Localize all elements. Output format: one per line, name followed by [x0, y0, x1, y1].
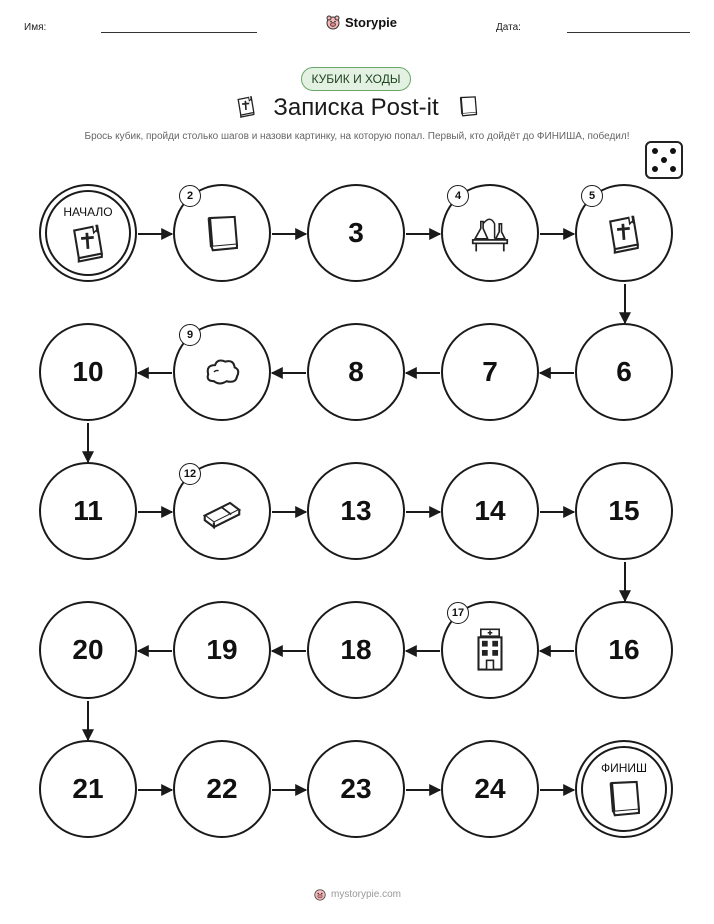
cell-number-badge: 17 [447, 602, 469, 624]
board-cell-15 [575, 462, 673, 560]
game-type-badge: КУБИК И ХОДЫ [301, 67, 411, 91]
cell-number: 23 [340, 773, 372, 804]
pig-mascot-icon [313, 887, 327, 901]
bible-icon [601, 210, 647, 256]
cell-number: 13 [340, 495, 372, 526]
cell-number-badge: 9 [179, 324, 201, 346]
board-cell-2 [173, 184, 271, 282]
board-cell-8 [307, 323, 405, 421]
board-cell-22 [173, 740, 271, 838]
cell-number-badge: 12 [179, 463, 201, 485]
board-cell-25 [575, 740, 673, 838]
cell-number: 21 [72, 773, 104, 804]
cell-number: 7 [482, 356, 498, 387]
cell-number: 8 [348, 356, 364, 387]
board-cell-12 [173, 462, 271, 560]
board-cell-9 [173, 323, 271, 421]
board-cell-16 [575, 601, 673, 699]
board-cell-13 [307, 462, 405, 560]
finish-label: ФИНИШ [600, 761, 648, 775]
bible-icon [65, 219, 111, 265]
cell-number: 6 [616, 356, 632, 387]
board-cell-7 [441, 323, 539, 421]
puddle-icon [199, 349, 245, 395]
cell-number-badge: 2 [179, 185, 201, 207]
cell-number-badge: 4 [447, 185, 469, 207]
board-cell-5 [575, 184, 673, 282]
post-it-note-icon [199, 210, 245, 256]
title-text: Записка Post-it [273, 94, 439, 121]
footer [0, 887, 714, 901]
board-cell-1 [39, 184, 137, 282]
board-cell-4 [441, 184, 539, 282]
cell-number: 10 [72, 356, 104, 387]
date-label: Дата: [496, 22, 521, 33]
cell-number: 20 [72, 634, 104, 665]
cell-number: 19 [206, 634, 238, 665]
instructions: Брось кубик, пройди столько шагов и назови картинку, на которую попал. Первый, кто дойдёт до ФИНИША, победил! [84, 131, 630, 142]
board-cell-6 [575, 323, 673, 421]
cell-number: 11 [73, 495, 103, 526]
board-cell-18 [307, 601, 405, 699]
cell-number: 3 [348, 217, 364, 248]
board-cell-19 [173, 601, 271, 699]
name-label: Имя: [24, 22, 47, 33]
eraser-icon [199, 488, 245, 534]
board-cell-3 [307, 184, 405, 282]
cell-number: 24 [474, 773, 506, 804]
board-cell-20 [39, 601, 137, 699]
cell-number: 15 [608, 495, 640, 526]
hospital-building-icon [467, 627, 513, 673]
footer-url[interactable]: mystorypie.com [330, 888, 401, 900]
brand-name: Storypie [345, 14, 398, 30]
cell-number-badge: 5 [581, 185, 603, 207]
board-cell-24 [441, 740, 539, 838]
board-cell-10 [39, 323, 137, 421]
board-cell-21 [39, 740, 137, 838]
start-label: НАЧАЛО [63, 205, 113, 219]
board-cell-17 [441, 601, 539, 699]
lab-flasks-icon [467, 210, 513, 256]
board-cell-11 [39, 462, 137, 560]
cell-number: 18 [340, 634, 372, 665]
cell-number: 22 [206, 773, 238, 804]
board-cell-23 [307, 740, 405, 838]
post-it-note-icon [601, 775, 647, 821]
board-cell-14 [441, 462, 539, 560]
cell-number: 14 [474, 495, 506, 526]
cell-number: 16 [608, 634, 640, 665]
